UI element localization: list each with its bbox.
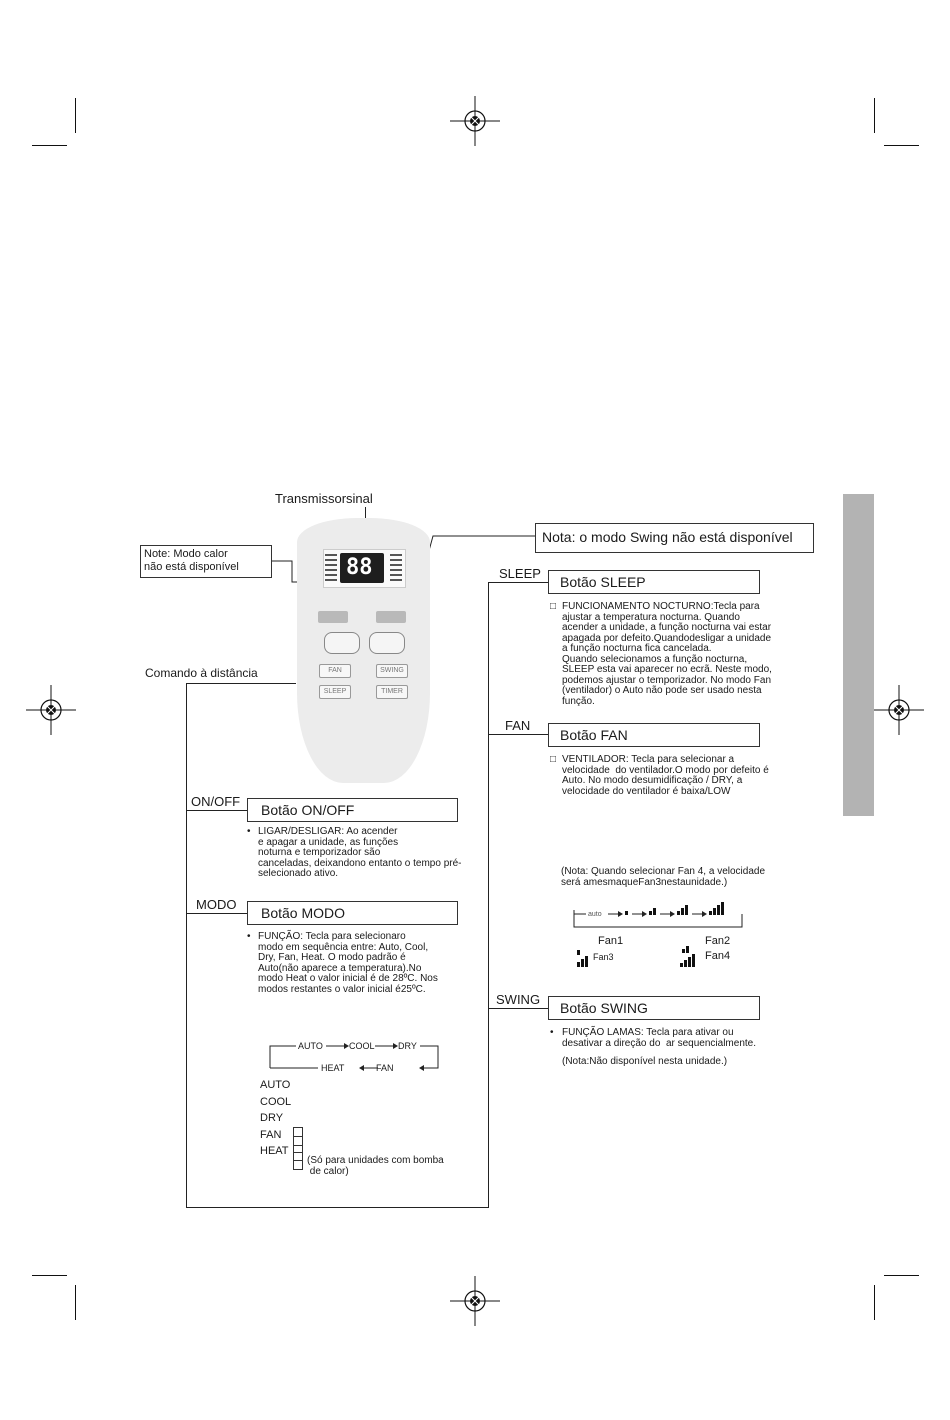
mode-list-auto: AUTO xyxy=(260,1079,291,1091)
crop-mark xyxy=(874,98,875,133)
remote-fan-button[interactable]: FAN xyxy=(319,664,351,678)
crop-mark xyxy=(884,1275,919,1276)
connector-line xyxy=(186,913,247,914)
fan3-icon xyxy=(577,949,589,967)
registration-mark-icon xyxy=(26,685,76,735)
swing-tag: SWING xyxy=(496,992,541,1007)
modo-title-box: Botão MODO xyxy=(247,901,458,925)
crop-mark xyxy=(75,98,76,133)
mode-list-fan: FAN xyxy=(260,1129,282,1141)
bullet-icon: • xyxy=(550,1027,554,1038)
connector-line xyxy=(488,734,548,735)
fan2-label: Fan2 xyxy=(705,935,731,947)
fan4-icon xyxy=(680,949,696,967)
modo-tag: MODO xyxy=(196,897,237,912)
crop-mark xyxy=(884,145,919,146)
transmitter-label: Transmissorsinal xyxy=(275,491,373,506)
connector-line xyxy=(488,1008,548,1009)
fan-cycle-start: auto xyxy=(588,911,602,918)
swing-title-box: Botão SWING xyxy=(548,996,760,1020)
fan-note: (Nota: Quando selecionar Fan 4, a velocidade será amesmaqueFan3nestaunidade.) xyxy=(561,866,766,888)
crop-mark xyxy=(75,1285,76,1320)
heat-note: (Só para unidades com bomba de calor) xyxy=(307,1155,444,1177)
crop-mark xyxy=(32,1275,67,1276)
fan1-label: Fan1 xyxy=(598,935,624,947)
onoff-description: LIGAR/DESLIGAR: Ao acender e apagar a unidade, as funções noturna e temporizador são canceladas, deixandono entanto o tempo pré- selecionado ativo. xyxy=(258,826,462,879)
swing-note: (Nota:Não disponível nesta unidade.) xyxy=(562,1056,728,1067)
swing-description: FUNÇÃO LAMAS: Tecla para ativar ou desativar a direção do ar sequencialmente. xyxy=(562,1027,757,1049)
registration-mark-icon xyxy=(874,685,924,735)
mode-indicator-icon xyxy=(293,1160,303,1170)
fan-tag: FAN xyxy=(505,718,531,733)
note-heat-line1: Note: Modo calor xyxy=(144,548,228,560)
sleep-description: FUNCIONAMENTO NOCTURNO:Tecla para ajustar a temperatura nocturna. Quando acender a unidade, a função nocturna vai estar apagada por defeito.Quandodesligar a unidade a função nocturna fica cancelada. Quando selecionamos a função nocturna, SLEEP esta vai aparecer no ecrã. Neste modo, podemos ajustar o temporizador. No modo Fan (ventilador) o Auto não pode ser usado nesta função. xyxy=(562,601,772,707)
remote-sleep-button[interactable]: SLEEP xyxy=(319,685,351,699)
crop-mark xyxy=(32,145,67,146)
note-heat-line2: não está disponível xyxy=(144,561,239,573)
crop-mark xyxy=(874,1285,875,1320)
bullet-icon: • xyxy=(247,826,251,837)
connector-line xyxy=(488,582,548,583)
remote-side-indicators xyxy=(390,554,402,582)
connector-line xyxy=(186,1207,488,1208)
remote-temp-down-button[interactable] xyxy=(324,632,360,654)
section-tab xyxy=(843,494,874,816)
sleep-tag: SLEEP xyxy=(499,566,541,581)
bullet-icon: • xyxy=(247,931,251,942)
modo-description: FUNÇÃO: Tecla para selecionaro modo em sequência entre: Auto, Cool, Dry, Fan, Heat. O modo padrão é Auto(não aparece a temperatura).No modo Heat o valor inicial é de 28ºC. Nos modos restantes o valor inicial é25ºC. xyxy=(258,931,438,995)
remote-mode-button[interactable] xyxy=(376,611,406,623)
remote-temp-up-button[interactable] xyxy=(369,632,405,654)
mode-list-heat: HEAT xyxy=(260,1145,289,1157)
connector-line xyxy=(186,683,296,684)
connector-line xyxy=(186,683,187,1208)
mode-cycle-dry: DRY xyxy=(398,1041,417,1051)
remote-onoff-button[interactable] xyxy=(318,611,348,623)
onoff-title-box: Botão ON/OFF xyxy=(247,798,458,822)
remote-lcd-digits: 88 xyxy=(346,555,373,580)
connector-line xyxy=(186,810,247,811)
sleep-title-box: Botão SLEEP xyxy=(548,570,760,594)
registration-mark-icon xyxy=(450,1276,500,1326)
mode-cycle-cool: COOL xyxy=(349,1041,375,1051)
connector-line xyxy=(425,534,537,564)
fan-description: VENTILADOR: Tecla para selecionar a velocidade do ventilador.O modo por defeito é Auto. No modo desumidificação / DRY, a velocidade do ventilador é baixa/LOW xyxy=(562,754,769,797)
note-swing-box: Nota: o modo Swing não está disponível xyxy=(535,523,814,553)
onoff-tag: ON/OFF xyxy=(191,794,241,809)
mode-list-cool: COOL xyxy=(260,1096,292,1108)
remote-label: Comando à distância xyxy=(145,666,258,680)
mode-cycle-auto: AUTO xyxy=(298,1041,323,1051)
remote-side-indicators xyxy=(325,554,337,582)
bullet-icon: □ xyxy=(550,601,557,612)
mode-list-dry: DRY xyxy=(260,1112,284,1124)
mode-cycle-fan: FAN xyxy=(376,1063,394,1073)
mode-cycle-heat: HEAT xyxy=(321,1063,345,1073)
bullet-icon: □ xyxy=(550,754,557,765)
fan3-label: Fan3 xyxy=(593,952,614,962)
note-heat-box xyxy=(140,545,272,578)
registration-mark-icon xyxy=(450,96,500,146)
fan-title-box: Botão FAN xyxy=(548,723,760,747)
connector-line xyxy=(488,582,489,1208)
fan4-label: Fan4 xyxy=(705,950,731,962)
remote-timer-button[interactable]: TIMER xyxy=(376,685,408,699)
remote-swing-button[interactable]: SWING xyxy=(376,664,408,678)
